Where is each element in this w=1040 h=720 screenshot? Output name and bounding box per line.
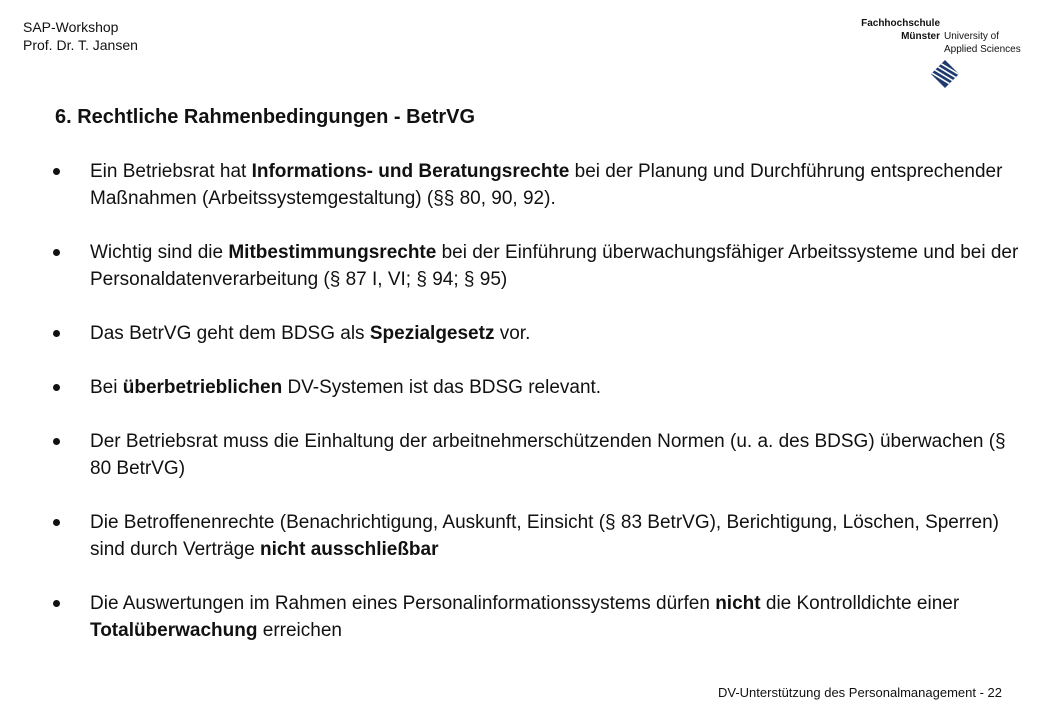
bullet-item	[48, 509, 1023, 563]
logo-text-fachhochschule: Fachhochschule	[861, 18, 940, 29]
logo-text-applied-sciences: Applied Sciences	[944, 44, 1021, 55]
bullet-text: Bei	[90, 377, 123, 398]
bullet-text: Die Betroffenenrechte (Benachrichtigung, Auskunft, Einsicht (§ 83 BetrVG), Berichtigung, Löschen, Sperren) sind durch Verträge	[90, 512, 999, 560]
bullet-item	[48, 374, 1023, 401]
bullet-dot-icon	[53, 384, 60, 391]
bullet-item	[48, 428, 1023, 482]
bullet-text: die Kontrolldichte einer	[760, 593, 960, 614]
logo-text-muenster: Münster	[901, 31, 940, 42]
bullet-text-bold: Totalüberwachung	[90, 620, 258, 641]
bullet-dot-icon	[53, 600, 60, 607]
bullet-item	[48, 158, 1023, 212]
bullet-item	[48, 590, 1023, 644]
bullet-dot-icon	[53, 519, 60, 526]
logo-text-university: University of	[944, 31, 1000, 42]
bullet-dot-icon	[53, 438, 60, 445]
bullet-text-bold: überbetrieblichen	[122, 377, 283, 398]
footer-page-label: DV-Unterstützung des Personalmanagement - 22	[718, 685, 1002, 700]
university-logo	[858, 17, 1028, 89]
bullet-text: Wichtig sind die	[90, 242, 229, 263]
bullet-list	[48, 158, 1023, 644]
bullet-text: DV-Systemen ist das BDSG relevant.	[282, 377, 602, 398]
bullet-item	[48, 320, 1023, 347]
bullet-text-bold: Informations- und Beratungsrechte	[251, 161, 570, 182]
bullet-dot-icon	[53, 249, 60, 256]
bullet-text: bei der Planung und Durchführung entsprechender Maßnahmen (Arbeitssystemgestaltung) (§§ 80, 90, 92).	[90, 161, 1003, 209]
bullet-text-bold: Mitbestimmungsrechte	[228, 242, 437, 263]
bullet-text: Das BetrVG geht dem BDSG als	[90, 323, 370, 344]
bullet-dot-icon	[53, 330, 60, 337]
presenter-name: Prof. Dr. T. Jansen	[23, 37, 138, 53]
slide-title: 6. Rechtliche Rahmenbedingungen - BetrVG	[55, 106, 476, 128]
bullet-text-bold: Spezialgesetz	[369, 323, 495, 344]
bullet-text-bold: nicht ausschließbar	[260, 539, 439, 560]
bullet-text: Ein Betriebsrat hat	[90, 161, 252, 182]
diamond-stripes-icon	[930, 59, 960, 89]
bullet-text: bei der Einführung überwachungsfähiger Arbeitssysteme und bei der Personaldatenverarbeitung (§ 87 I, VI; § 94; § 95)	[90, 242, 1019, 290]
presenter-info	[23, 18, 138, 54]
bullet-text: erreichen	[257, 620, 342, 641]
bullet-text: vor.	[494, 323, 531, 344]
bullet-text-bold: nicht	[715, 593, 761, 614]
bullet-text: Die Auswertungen im Rahmen eines Personalinformationssystems dürfen	[90, 593, 716, 614]
bullet-item	[48, 239, 1023, 293]
bullet-dot-icon	[53, 168, 60, 175]
workshop-name: SAP-Workshop	[23, 19, 119, 35]
bullet-text: Der Betriebsrat muss die Einhaltung der arbeitnehmerschützenden Normen (u. a. des BDSG) überwachen (§ 80 BetrVG)	[90, 431, 1006, 479]
